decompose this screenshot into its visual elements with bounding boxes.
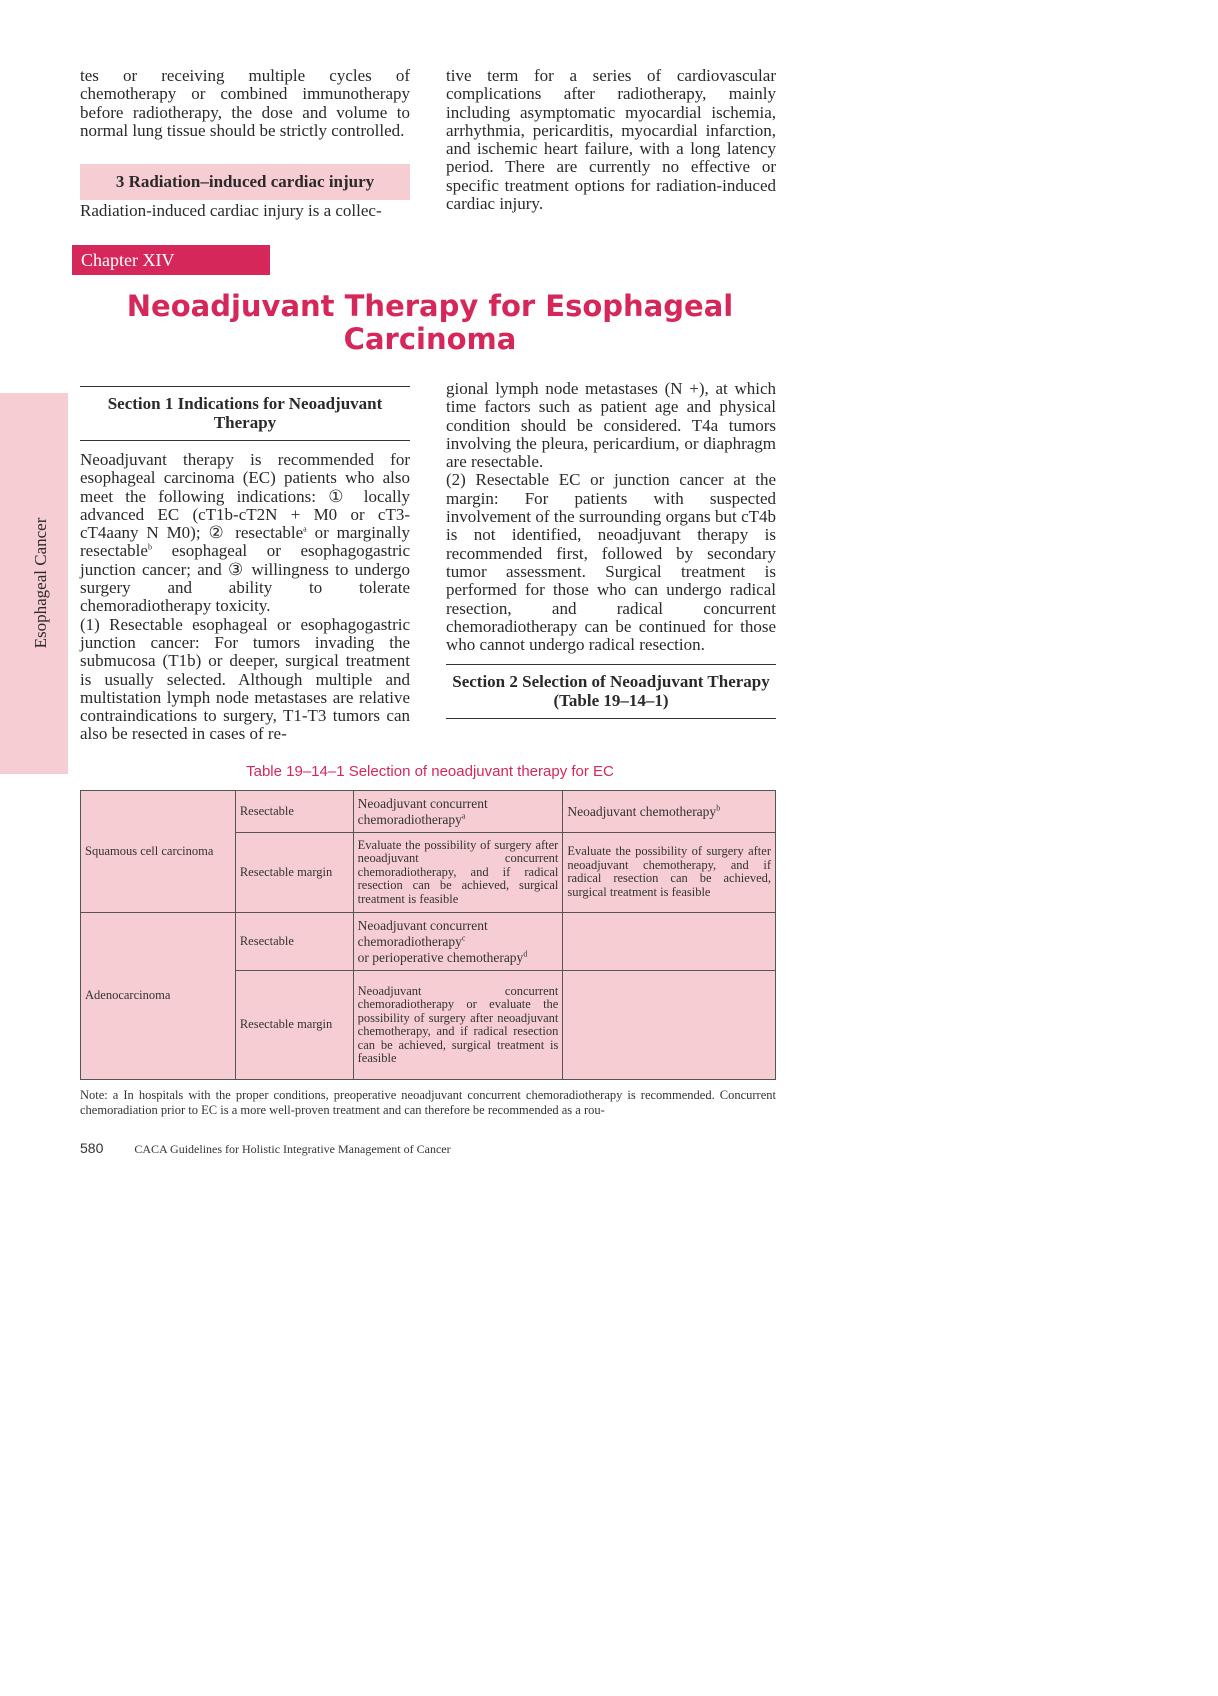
top-right-column xyxy=(446,67,776,213)
paragraph: Neoadjuvant therapy is recommended for esophageal carcinoma (EC) patients who also meet the following indications: ① locally advanced EC (cT1b-cT2N + M0 or cT3-cT4aany N M0); ② resectable$^a$ or marginally resectable$^b$ esophageal or esophagogastric junction cancer; and ③ willingness to undergo surgery and ability to tolerate chemoradiotherapy toxicity. xyxy=(80,450,411,616)
paragraph: Radiation-induced cardiac injury is a collec- xyxy=(80,201,382,221)
table-cell: Adenocarcinoma xyxy=(81,912,236,1079)
therapy-table xyxy=(80,790,776,1080)
running-footer: CACA Guidelines for Holistic Integrative Management of Cancer xyxy=(134,1142,451,1156)
chapter-tag: Chapter XIV xyxy=(72,245,270,275)
table-row xyxy=(81,791,776,833)
section-heading: Section 2 Selection of Neoadjuvant Therapy (Table 19–14–1) xyxy=(446,664,776,719)
subheading-cardiac-injury: 3 Radiation–induced cardiac injury xyxy=(80,164,410,200)
table-cell: Resectable xyxy=(235,912,353,970)
table-cell: Evaluate the possibility of surgery after neoadjuvant chemotherapy, and if radical resection can be achieved, surgical treatment is feasible xyxy=(563,833,776,913)
paragraph: (1) Resectable esophageal or esophagogastric junction cancer: For tumors invading the submucosa (T1b) or deeper, surgical treatment is usually selected. Although multiple and multistation lymph node metastases are relative contraindications to surgery, T1-T3 tumors can also be resected in cases of re- xyxy=(80,614,410,744)
table-cell: Evaluate the possibility of surgery after neoadjuvant concurrent chemoradiotherapy, and if radical resection can be achieved, surgical treatment is feasible xyxy=(353,833,563,913)
table-caption: Table 19–14–1 Selection of neoadjuvant therapy for EC xyxy=(246,763,614,780)
paragraph: gional lymph node metastases (N +), at which time factors such as patient age and physical condition should be considered. T4a tumors involving the pleura, pericardium, or diaphragm are resectable. xyxy=(446,379,776,472)
page-number: 580 xyxy=(80,1140,104,1156)
table-note: Note: a In hospitals with the proper conditions, preoperative neoadjuvant concurrent chemoradiotherapy is recommended. Concurrent chemoradiation prior to EC is a more well-proven treatment and can therefore be recommended as a rou- xyxy=(80,1088,776,1117)
table-cell: Squamous cell carcinoma xyxy=(81,791,236,913)
table-cell-empty xyxy=(563,912,776,970)
mid-left-column xyxy=(80,386,410,744)
side-tab-label: Esophageal Cancer xyxy=(31,517,50,649)
section-heading: Section 1 Indications for Neoadjuvant Therapy xyxy=(80,386,410,441)
paragraph: tive term for a series of cardiovascular complications after radiotherapy, mainly including asymptomatic myocardial ischemia, arrhythmia, pericarditis, myocardial infarction, and ischemic heart failure, with a long latency period. There are currently no effective or specific treatment options for radiation-induced cardiac injury. xyxy=(446,66,776,214)
table-cell: Resectable xyxy=(235,791,353,833)
paragraph: tes or receiving multiple cycles of chemotherapy or combined immunotherapy before radiotherapy, the dose and volume to normal lung tissue should be strictly controlled. xyxy=(80,66,410,140)
table-cell: Resectable margin xyxy=(235,833,353,913)
table-row xyxy=(81,912,776,970)
table-cell: Neoadjuvant chemotherapy$^b$ xyxy=(563,791,776,833)
table-cell-empty xyxy=(563,971,776,1080)
table-cell: Neoadjuvant concurrent chemoradiotherapy$^c$ or perioperative chemotherapy$^d$ xyxy=(353,912,563,970)
table-cell: Resectable margin xyxy=(235,971,353,1080)
mid-right-column xyxy=(446,380,776,719)
chapter-title: Neoadjuvant Therapy for Esophageal Carcinoma xyxy=(126,289,734,356)
page-footer xyxy=(80,1140,451,1157)
paragraph: (2) Resectable EC or junction cancer at the margin: For patients with suspected involvement of the surrounding organs but cT4b is not identified, neoadjuvant therapy is recommended first, followed by secondary tumor assessment. Surgical treatment is performed for those who can undergo radical resection, and radical concurrent chemoradiotherapy can be continued for those who cannot undergo radical resection. xyxy=(446,470,776,655)
top-left-column xyxy=(80,67,410,220)
table-cell: Neoadjuvant concurrent chemoradiotherapy or evaluate the possibility of surgery after neoadjuvant chemotherapy, and if radical resection can be achieved, surgical treatment is feasible xyxy=(353,971,563,1080)
table-cell: Neoadjuvant concurrent chemoradiotherapy$^a$ xyxy=(353,791,563,833)
